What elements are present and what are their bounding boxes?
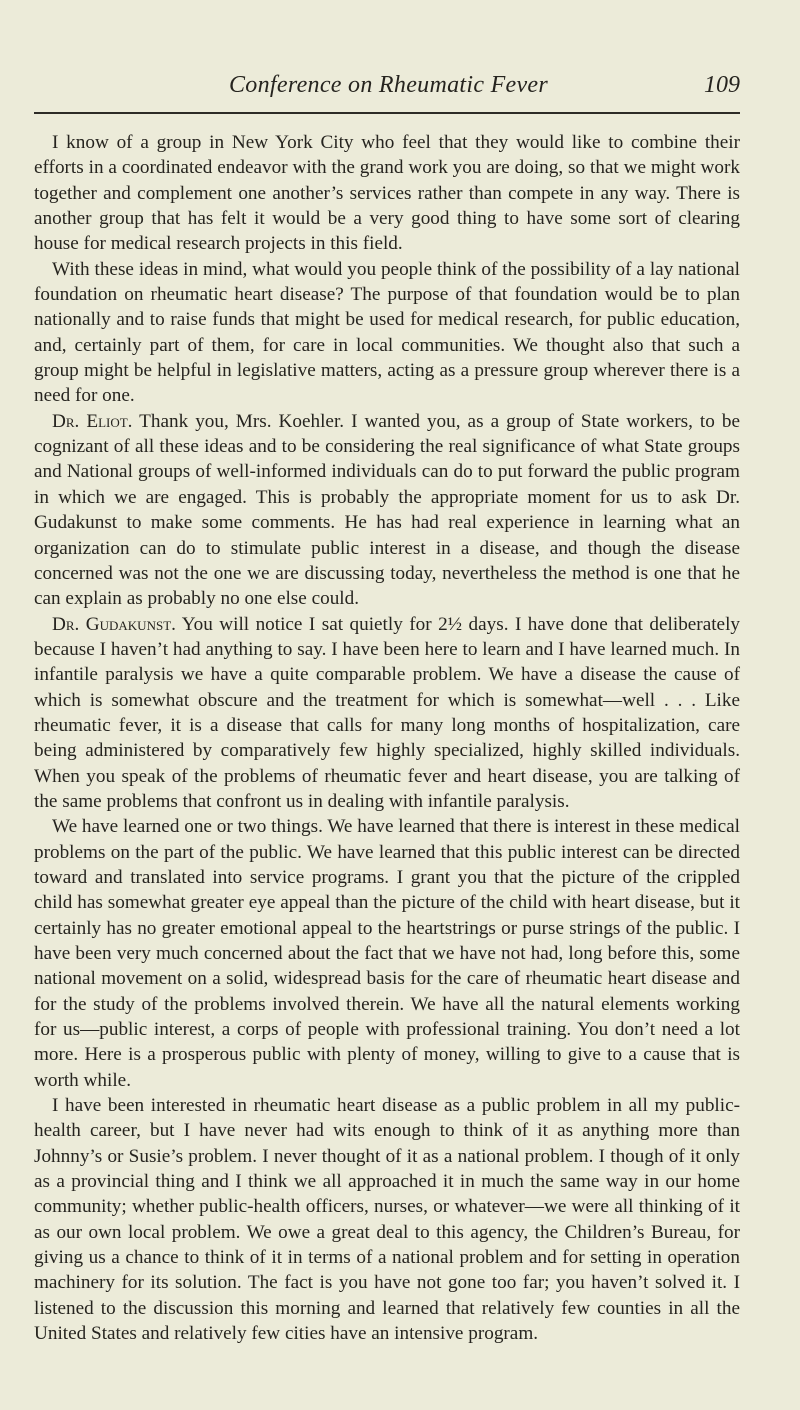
paragraph-text: I have been interested in rheumatic heart disease as a public problem in all my public-health career, but I have never had wits enough to think of it as anything more than Johnny’s or Susie’s problem. I never thought of it as a national problem. I though of it only as a provincial thing and I think we all approached it in much the same way in our home community; whether public-health officers, nurses, or whatever—we were all thinking of it as our own local problem. We owe a great deal to this agency, the Children’s Bureau, for giving us a chance to think of it in terms of a national problem and for setting in operation machinery for its solution. The fact is you have not gone too far; you haven’t solved it. I listened to the discussion this morning and learned that relatively few counties in all the United States and relatively few cities have an intensive program. xyxy=(34,1095,740,1345)
page-header xyxy=(34,72,740,108)
paragraph-1 xyxy=(34,130,740,257)
paragraph-4 xyxy=(34,612,740,815)
paragraph-text: Thank you, Mrs. Koehler. I wanted you, as a group of State workers, to be cognizant of all these ideas and to be considering the real significance of what State groups and National groups of well-informed individuals can do to put forward the public program in which we are engaged. This is probably the appropriate moment for us to ask Dr. Gudakunst to make some comments. He has had real experience in learning what an organization can do to stimulate public interest in a disease, and though the disease concerned was not the one we are discussing today, nevertheless the method is one that he can explain as probably no one else could. xyxy=(34,410,740,610)
speaker-name: Dr. Gudakunst. xyxy=(52,613,176,635)
body-text xyxy=(34,130,740,1347)
header-rule xyxy=(34,112,740,114)
paragraph-6 xyxy=(34,1093,740,1346)
paragraph-5 xyxy=(34,814,740,1093)
running-title: Conference on Rheumatic Fever xyxy=(229,72,549,98)
paragraph-text: I know of a group in New York City who feel that they would like to combine their efforts in a coordinated endeavor with the grand work you are doing, so that we might work together and complement one another’s services rather than compete in any way. There is another group that has felt it would be a very good thing to have some sort of clearing house for medical research projects in this field. xyxy=(34,132,740,255)
paragraph-2 xyxy=(34,257,740,409)
speaker-name: Dr. Eliot. xyxy=(52,410,133,432)
paragraph-text: You will notice I sat quietly for 2½ days. I have done that deliberately because I haven’t had anything to say. I have been here to learn and I have learned much. In infantile paralysis we have a quite comparable problem. We have a disease the cause of which is somewhat obscure and the treatment for which is somewhat—well . . . Like rheumatic fever, it is a disease that calls for many long months of hospitalization, care being administered by comparatively few highly specialized, highly skilled individuals. When you speak of the problems of rheumatic fever and heart disease, you are talking of the same problems that confront us in dealing with infantile paralysis. xyxy=(34,613,740,812)
page-number: 109 xyxy=(704,72,740,98)
paragraph-text: We have learned one or two things. We have learned that there is interest in these medical problems on the part of the public. We have learned that this public interest can be directed toward and translated into service programs. I grant you that the picture of the crippled child has somewhat greater eye appeal than the picture of the child with heart disease, but it certainly has no greater emotional appeal to the heartstrings or purse strings of the public. I have been very much concerned about the fact that we have not had, long before this, some national movement on a solid, widespread basis for the care of rheumatic heart disease and for the study of the problems involved therein. We have all the natural elements working for us—public interest, a corps of people with professional training. You don’t need a lot more. Here is a prosperous public with plenty of money, willing to give to a cause that is worth while. xyxy=(34,816,740,1091)
paragraph-3 xyxy=(34,409,740,612)
paragraph-text: With these ideas in mind, what would you people think of the possibility of a lay national foundation on rheumatic heart disease? The purpose of that foundation would be to plan nationally and to raise funds that might be used for medical research, for public education, and, certainly part of them, for care in local communities. We thought also that such a group might be helpful in legislative matters, acting as a pressure group wherever there is a need for one. xyxy=(34,258,740,407)
